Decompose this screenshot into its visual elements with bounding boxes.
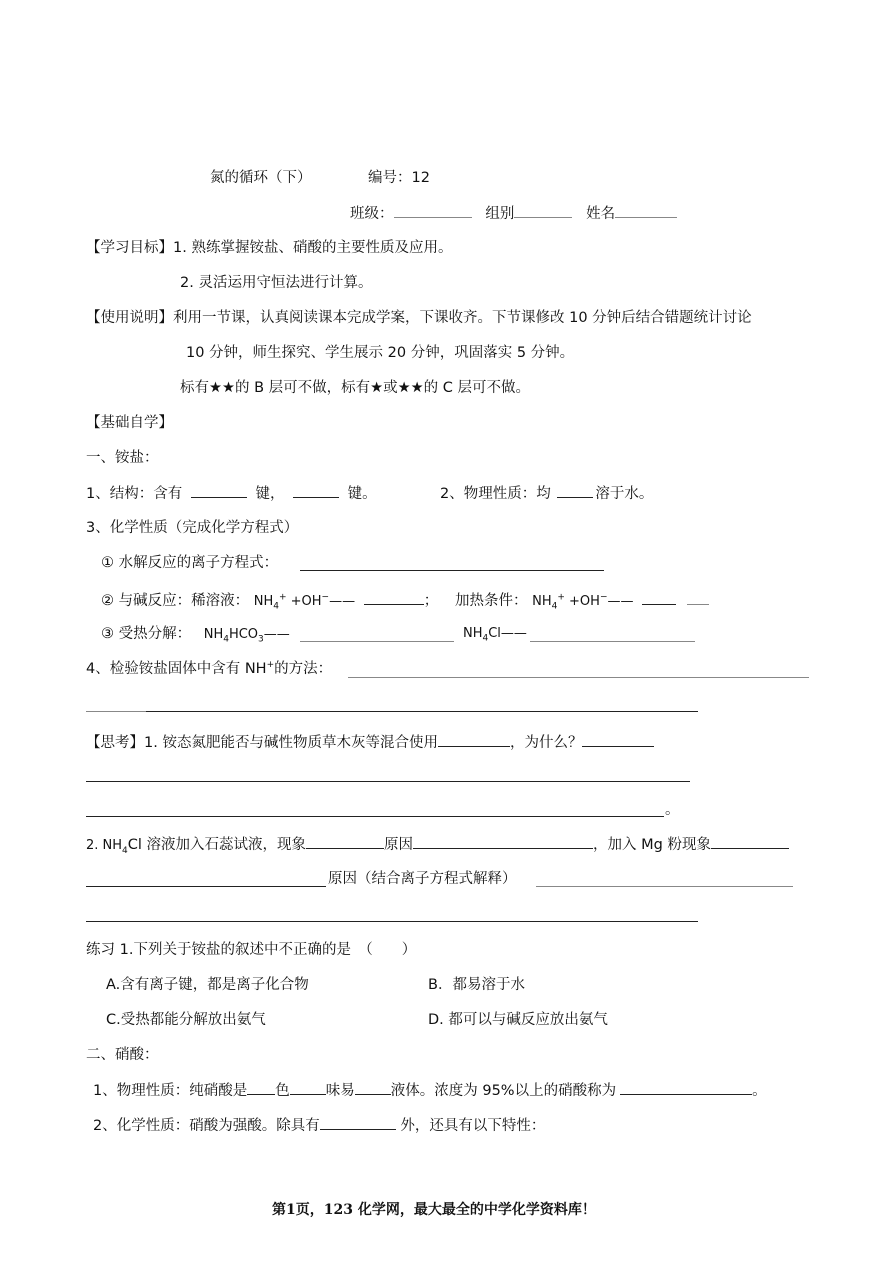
nh4cl-field[interactable] — [530, 641, 695, 642]
solubility-field[interactable] — [557, 483, 593, 498]
structure-label: 1、结构：含有 — [86, 486, 183, 502]
physical-label: 2、物理性质：均 — [440, 486, 551, 502]
think-q1-why: ，为什么？ — [509, 735, 583, 751]
bond-label-1: 键， — [255, 486, 285, 502]
usage-text-3: 标有★★的 B 层可不做，标有★或★★的 C 层可不做。 — [180, 380, 531, 396]
goals-tag: 【学习目标】 — [86, 240, 173, 256]
class-field[interactable] — [394, 203, 472, 218]
nitric-smell-field[interactable] — [290, 1080, 326, 1095]
section-ammonium: 一、铵盐： — [86, 450, 159, 466]
think-q2-mg-label: ，加入 Mg 粉现象 — [593, 837, 711, 853]
nitric-color-field[interactable] — [247, 1080, 275, 1095]
basic-tag: 【基础自学】 — [86, 415, 173, 431]
think-q1-answer-field[interactable] — [438, 732, 510, 747]
test-method-field-2a[interactable] — [86, 711, 146, 712]
think-q2-reason-field[interactable] — [413, 834, 593, 849]
think-q1-line — [86, 732, 654, 753]
think-q1: 1. 铵态氮肥能否与碱性物质草木灰等混合使用 — [144, 735, 438, 751]
smell-label: 味易 — [325, 1083, 355, 1099]
doc-number: 编号：12 — [368, 170, 430, 186]
semicolon: ； — [423, 593, 439, 609]
nitric-physical-label: 1、物理性质：纯硝酸是 — [93, 1083, 248, 1099]
nh4hco3-field[interactable] — [300, 641, 454, 642]
base-reaction-label: ② 与碱反应：稀溶液： — [101, 593, 250, 609]
usage-tag: 【使用说明】 — [86, 310, 173, 326]
option-d[interactable]: D. 都可以与碱反应放出氨气 — [428, 1012, 608, 1028]
name-field[interactable] — [615, 203, 677, 218]
structure-line — [86, 483, 377, 504]
think-q2-line: 2. $NH_4Cl$ 溶液加入石蕊试液，现象 原因 ，加入 Mg 粉现象 — [86, 834, 789, 856]
name-label: 姓名 — [586, 206, 616, 222]
nh4cl-formula: $NH_4Cl——$ — [463, 626, 527, 644]
nitric-chemical-label: 2、化学性质：硝酸为强酸。除具有 — [93, 1118, 320, 1134]
heated-equation: $NH_4^+$ +OH−—— — [532, 592, 634, 612]
think-q2-mg-field[interactable] — [711, 834, 789, 849]
solubility-label: 溶于水。 — [595, 486, 654, 502]
think-q2-phenomenon-field[interactable] — [306, 834, 384, 849]
dilute-equation: $NH_4^+$ +OH−—— — [253, 592, 356, 612]
test-method-field[interactable] — [348, 677, 809, 678]
acid-properties-field[interactable] — [320, 1115, 396, 1130]
think-q2-prefix: 2. NH — [86, 838, 123, 853]
think-q2-reason2-field[interactable] — [536, 886, 793, 887]
usage-line-1 — [86, 308, 752, 328]
think-q1-line-3[interactable] — [86, 816, 664, 817]
nitric-period: 。 — [752, 1083, 767, 1099]
option-c[interactable]: C.受热都能分解放出氨气 — [106, 1012, 266, 1028]
think-q1-period: 。 — [665, 802, 680, 818]
nitric-chemical-suffix: 外，还具有以下特性： — [400, 1118, 546, 1134]
think-q2-reason-label: 原因 — [384, 837, 414, 853]
goals-line-1 — [86, 238, 452, 258]
decomposition-line — [101, 624, 290, 645]
nitric-chemical-line — [93, 1115, 545, 1136]
think-q2-field-2[interactable] — [86, 886, 326, 887]
heated-product-field-2[interactable] — [687, 590, 709, 605]
nitric-state-field[interactable] — [355, 1080, 391, 1095]
goal-item-1: 1. 熟练掌握铵盐、硝酸的主要性质及应用。 — [173, 240, 453, 256]
hydrolysis-label: ① 水解反应的离子方程式： — [101, 555, 279, 571]
nitric-physical-line — [93, 1080, 767, 1101]
goal-item-2: 2. 灵活运用守恒法进行计算。 — [180, 275, 373, 291]
physical-property-line — [440, 483, 653, 504]
class-label: 班级： — [350, 206, 394, 222]
heating-line — [455, 590, 709, 612]
hydrolysis-field[interactable] — [300, 570, 604, 571]
heated-product-field[interactable] — [642, 590, 676, 605]
base-reaction-line — [101, 590, 438, 612]
fuming-nitric-field[interactable] — [620, 1080, 752, 1095]
page-title: 氮的循环（下） — [210, 170, 312, 186]
option-a[interactable]: A.含有离子键，都是离子化合物 — [106, 977, 309, 993]
decomposition-label: ③ 受热分解： — [101, 626, 192, 642]
test-method-field-2[interactable] — [146, 711, 698, 712]
dilute-product-field[interactable] — [364, 590, 424, 605]
think-q2-reason2: 原因（结合离子方程式解释） — [328, 871, 517, 887]
bond-type-1-field[interactable] — [191, 483, 247, 498]
group-field[interactable] — [514, 203, 572, 218]
student-info — [350, 203, 677, 224]
think-q2-text: Cl 溶液加入石蕊试液，现象 — [127, 837, 307, 853]
hydrolysis-line — [101, 553, 278, 573]
option-b[interactable]: B．都易溶于水 — [428, 977, 525, 993]
test-label-b: 的方法： — [274, 661, 333, 677]
chemical-properties-heading: 3、化学性质（完成化学方程式） — [86, 520, 299, 536]
bond-label-2: 键。 — [347, 486, 377, 502]
heating-label: 加热条件： — [455, 593, 528, 609]
think-tag: 【思考】 — [86, 735, 144, 751]
color-label: 色 — [275, 1083, 290, 1099]
usage-text-1: 利用一节课，认真阅读课本完成学案，下课收齐。下节课修改 10 分钟后结合错题统计讨论 — [173, 310, 752, 326]
section-nitric-acid: 二、硝酸： — [86, 1047, 159, 1063]
think-q2-field-3[interactable] — [86, 921, 698, 922]
bond-type-2-field[interactable] — [293, 483, 339, 498]
group-label: 组别 — [485, 206, 515, 222]
test-label-a: 4、检验铵盐固体中含有 NH — [86, 661, 267, 677]
usage-text-2: 10 分钟，师生探究、学生展示 20 分钟，巩固落实 5 分钟。 — [186, 345, 575, 361]
exercise-stem: 练习 1.下列关于铵盐的叙述中不正确的是 （ ） — [86, 942, 417, 958]
test-method-line: 4、检验铵盐固体中含有 NH+的方法： — [86, 660, 333, 677]
nitric-state-label: 液体。浓度为 95%以上的硝酸称为 — [390, 1083, 617, 1099]
page-footer: 第1页，123 化学网，最大最全的中学化学资料库！ — [272, 1202, 596, 1218]
think-q1-line-2[interactable] — [86, 781, 690, 782]
think-q1-reason-field[interactable] — [582, 732, 654, 747]
nh4hco3-formula: $NH_4HCO_3——$ — [203, 627, 290, 645]
